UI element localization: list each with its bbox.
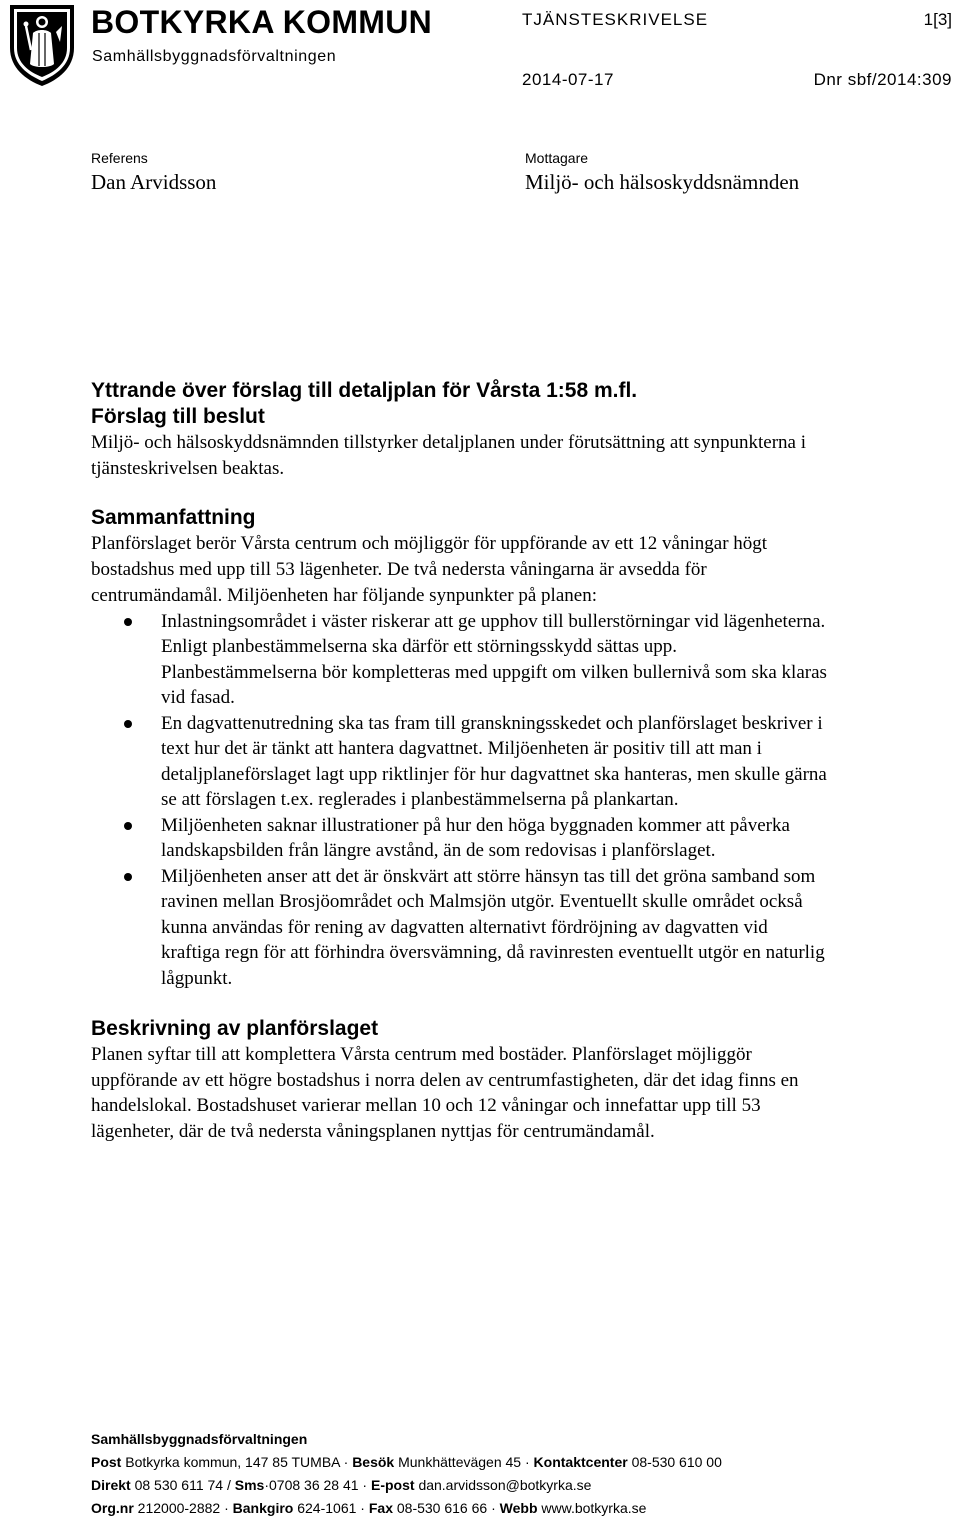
- bullet-icon: [124, 873, 132, 881]
- footer-direct-label: Direkt: [91, 1477, 131, 1493]
- bullet-icon: [124, 822, 132, 830]
- footer-email-value[interactable]: dan.arvidsson@botkyrka.se: [418, 1477, 592, 1493]
- org-department: Samhällsbyggnadsförvaltningen: [92, 48, 337, 65]
- reference-label: Referens: [91, 150, 148, 166]
- document-date: 2014-07-17: [522, 70, 614, 89]
- summary-heading: Sammanfattning: [91, 506, 256, 530]
- footer-department: Samhällsbyggnadsförvaltningen: [91, 1431, 308, 1447]
- footer-email-label: E-post: [370, 1477, 415, 1493]
- document-dnr: Dnr sbf/2014:309: [813, 70, 952, 89]
- footer-fax-value: 08-530 616 66: [396, 1500, 488, 1516]
- footer-fax-label: Fax: [368, 1500, 393, 1516]
- recipient-value: Miljö- och hälsoskyddsnämnden: [525, 170, 800, 194]
- footer-contact-label: Kontaktcenter: [533, 1454, 628, 1470]
- list-item: Miljöenheten anser att det är önskvärt att större hänsyn tas till det gröna samband som ravinen mellan Brosjöområdet och Malmsjön utgör. Eventuellt skulle området också kunna användas för rening av dagvatten alternativt fördröjning av dagvatten vid kraftiga regn för att förhindra översvämning, då ravinresten eventuellt utgör en naturlig lågpunkt.: [91, 864, 831, 992]
- footer-orgnr-label: Org.nr: [91, 1500, 134, 1516]
- municipal-crest-icon: [6, 2, 78, 88]
- footer-web-label: Webb: [499, 1500, 538, 1516]
- footer: Samhällsbyggnadsförvaltningen Post Botkyrka kommun, 147 85 TUMBA · Besök Munkhättevägen 45 · Kontaktcenter 08-530 610 00 Direkt 08 530 611 74 / Sms·0708 36 28 41 · E-post dan.arvidsson@botkyrka.se Org.nr 212000-2882 · Bankgiro 624-1061 · Fax 08-530 616 66 · Webb www.botkyrka.se: [91, 1431, 722, 1516]
- footer-web-value[interactable]: www.botkyrka.se: [541, 1500, 647, 1516]
- recipient-label: Mottagare: [525, 150, 589, 166]
- org-name: BOTKYRKA KOMMUN: [91, 4, 433, 40]
- footer-sms-label: Sms: [234, 1477, 265, 1493]
- footer-visit-value: Munkhättevägen 45: [398, 1454, 522, 1470]
- list-item: En dagvattenutredning ska tas fram till granskningsskedet och planförslaget beskriver i text hur det är tänkt att hantera dagvattnet. Miljöenheten är positiv till att man i detaljplaneförslaget lagt upp riktlinjer för hur dagvattnet ska hanteras, men skulle gärna se att förslagen t.ex. reglerades i planbestämmelserna på plankartan.: [91, 711, 831, 813]
- footer-bankgiro-value: 624-1061: [297, 1500, 357, 1516]
- description-text: Planen syftar till att komplettera Vårsta centrum med bostäder. Planförslaget möjliggör uppförande av ett högre bostadshus i norra delen av centrumfastigheten, där det idag finns en handelslokal. Bostadshuset varierar mellan 10 och 12 våningar och innefattar upp till 53 lägenheter, där de två nedersta våningsplanen nyttjas för centrumändamål.: [91, 1044, 799, 1143]
- document-title: Yttrande över förslag till detaljplan för Vårsta 1:58 m.fl.: [91, 379, 638, 402]
- bullet-icon: [124, 618, 132, 626]
- decision-heading: Förslag till beslut: [91, 405, 265, 428]
- footer-sms-value: 0708 36 28 41: [269, 1477, 359, 1493]
- footer-post-value: Botkyrka kommun, 147 85 TUMBA: [125, 1454, 340, 1470]
- footer-direct-value: 08 530 611 74: [134, 1477, 224, 1493]
- page-number: 1[3]: [923, 10, 952, 29]
- footer-post-label: Post: [91, 1454, 122, 1470]
- description-heading: Beskrivning av planförslaget: [91, 1017, 379, 1041]
- list-item: Miljöenheten saknar illustrationer på hur den höga byggnaden kommer att påverka landskapsbilden från längre avstånd, än de som redovisas i planförslaget.: [91, 813, 831, 864]
- footer-visit-label: Besök: [352, 1454, 395, 1470]
- list-item: Inlastningsområdet i väster riskerar att ge upphov till bullerstörningar vid lägenheterna. Enligt planbestämmelserna ska därför ett störningsskydd sättas upp. Planbestämmelserna bör kompletteras med uppgift om vilken bullernivå som ska klaras vid fasad.: [91, 609, 831, 711]
- summary-text: Planförslaget berör Vårsta centrum och möjliggör för uppförande av ett 12 våningar högt bostadshus med upp till 53 lägenheter. De två nedersta våningarna är avsedda för centrumändamål. Miljöenheten har följande synpunkter på planen:: [91, 533, 768, 606]
- footer-bankgiro-label: Bankgiro: [232, 1500, 294, 1516]
- document-type: TJÄNSTESKRIVELSE: [522, 10, 709, 29]
- document-body: [91, 378, 831, 1145]
- footer-contact-value: 08-530 610 00: [631, 1454, 722, 1470]
- reference-value: Dan Arvidsson: [91, 170, 217, 194]
- remarks-list: [91, 609, 831, 992]
- bullet-icon: [124, 720, 132, 728]
- decision-text: Miljö- och hälsoskyddsnämnden tillstyrker detaljplanen under förutsättning att synpunkterna i tjänsteskrivelsen beaktas.: [91, 432, 806, 479]
- footer-orgnr-value: 212000-2882: [137, 1500, 221, 1516]
